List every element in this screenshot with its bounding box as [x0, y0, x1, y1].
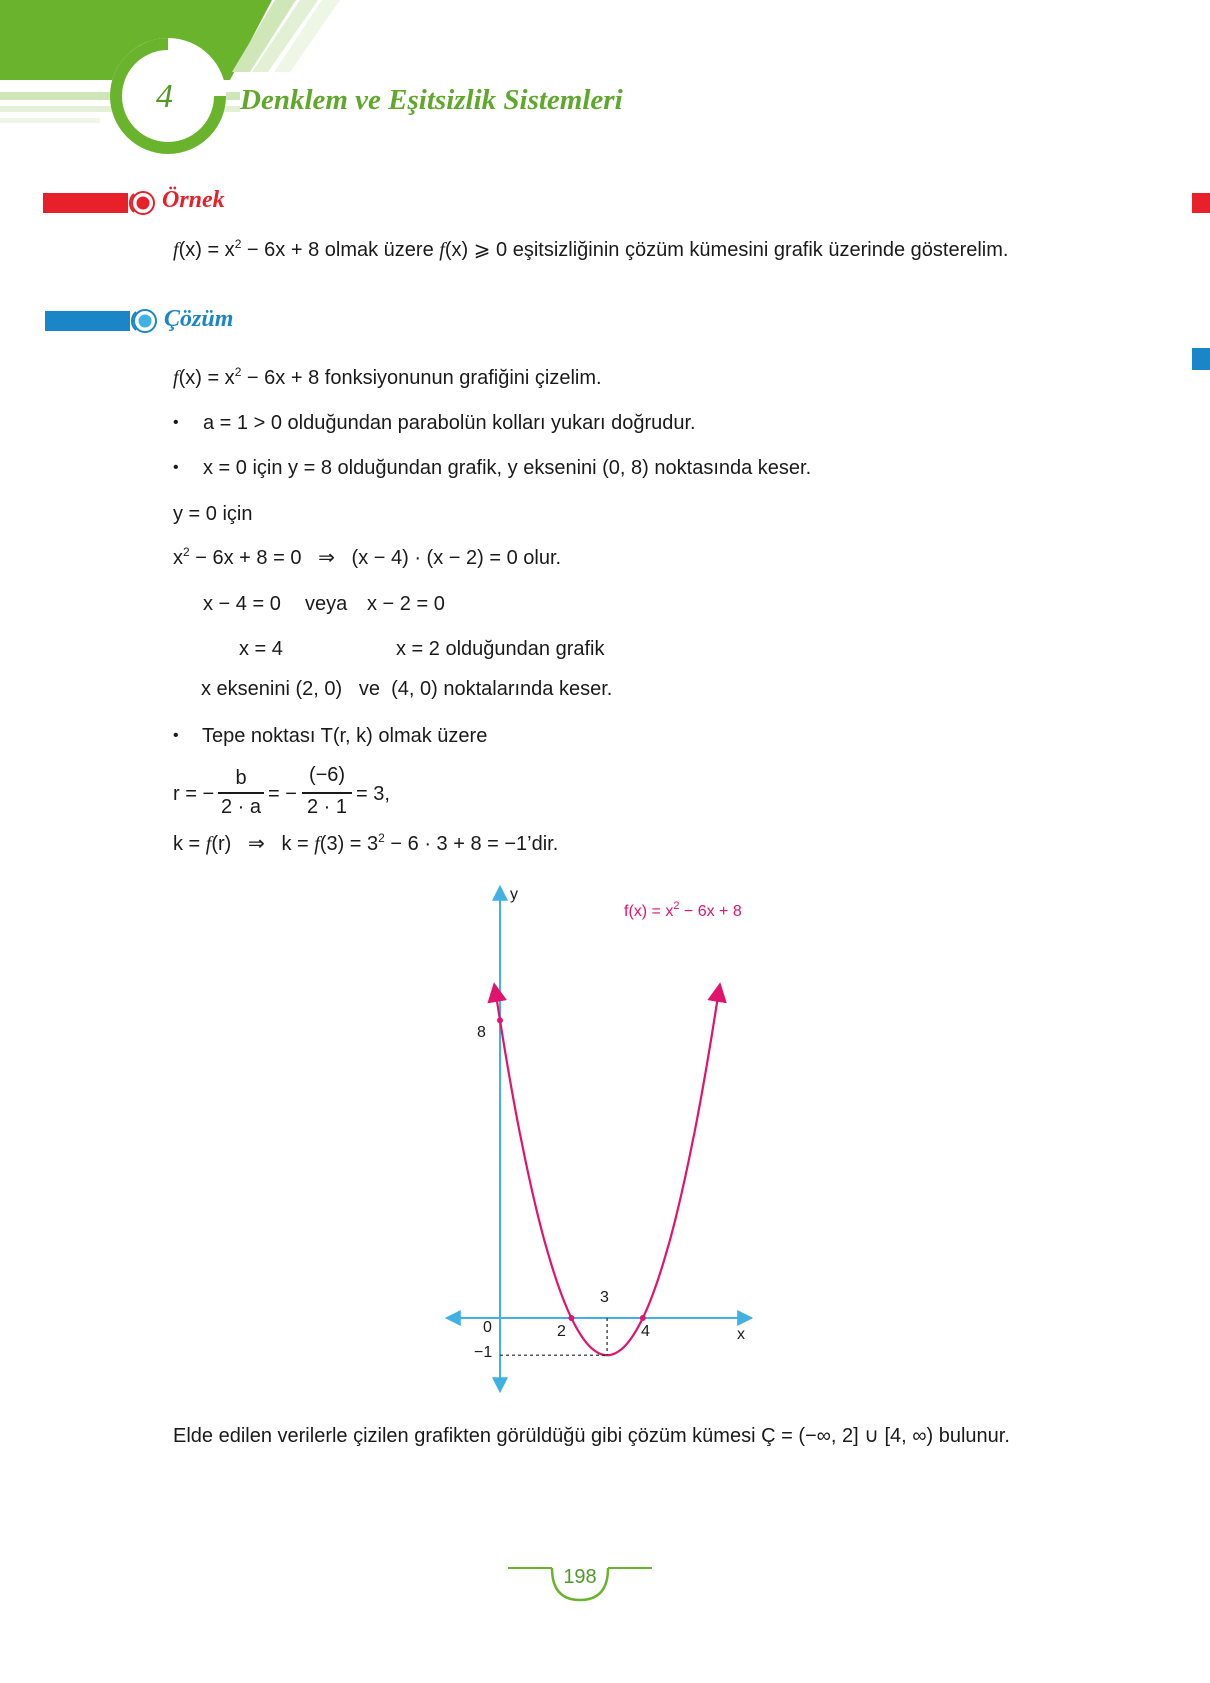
- y-axis-label: y: [510, 886, 518, 903]
- x-intercepts-line: x eksenini (2, 0) ve (4, 0) noktalarında keser.: [201, 678, 613, 700]
- example-title: Örnek: [162, 187, 225, 213]
- x-tick-label: 0: [483, 1319, 492, 1336]
- chapter-number: 4: [156, 78, 173, 115]
- vertex-r-lhs: r = −: [173, 783, 215, 805]
- vertex-r-eq: = −: [268, 783, 297, 805]
- y-tick-label: 8: [477, 1024, 486, 1041]
- solution-y0-line: y = 0 için: [173, 503, 253, 525]
- intercept-point: [497, 1017, 503, 1023]
- frac-6-denominator: 2 · 1: [306, 796, 348, 818]
- page-number: 198: [563, 1566, 597, 1588]
- roots-equation-2: x − 2 = 0: [367, 593, 445, 615]
- example-statement: $f(x) = x^2 - 6x + 8$ olmak üzere f(x) ⩾ 0 eşitsizliğinin çözüm kümesini grafik üzerinde gösterelim.: [173, 237, 1009, 261]
- frac-6-numerator: (−6): [308, 764, 346, 786]
- vertex-r-result: = 3,: [356, 783, 390, 805]
- bullet-dot: •: [173, 727, 179, 744]
- bullet-dot: •: [173, 414, 179, 431]
- solution-bullet-2: x = 0 için y = 8 olduğundan grafik, y eksenini (0, 8) noktasında keser.: [203, 457, 812, 479]
- solution-bullet-3: Tepe noktası T(r, k) olmak üzere: [202, 725, 488, 747]
- frac-b-denominator: 2 · a: [220, 796, 262, 818]
- frac-b-numerator: b: [235, 767, 247, 789]
- solution-line-1: $f(x) = x^2 - 6x + 8$ fonksiyonunun grafiğini çizelim.: [173, 365, 602, 389]
- y-tick-label: −1: [474, 1344, 493, 1361]
- root-x4: x = 4: [239, 638, 283, 660]
- intercept-point: [568, 1315, 574, 1321]
- roots-equation-1: x − 4 = 0: [203, 593, 281, 615]
- example-statement-text: eşitsizliğinin çözüm kümesini grafik üzerinde gösterelim.: [512, 239, 1009, 261]
- function-legend-label: $f(x) = x^2 - 6x + 8$: [624, 900, 742, 920]
- roots-veya: veya: [305, 593, 348, 615]
- x-tick-label: 2: [557, 1323, 566, 1340]
- chapter-title: Denklem ve Eşitsizlik Sistemleri: [240, 84, 623, 116]
- solution-bullet-1: a = 1 > 0 olduğundan parabolün kolları yukarı doğrudur.: [203, 412, 696, 434]
- solution-factor-line: $x^2 - 6x + 8 = 0$ ⇒ (x − 4) · (x − 2) = 0 olur.: [173, 545, 562, 569]
- intercept-point: [640, 1315, 646, 1321]
- solution-title: Çözüm: [164, 306, 234, 332]
- x-axis-label: x: [737, 1326, 745, 1343]
- vertex-k-line: k = f(r) ⇒ $k = f(3) = 3^2 - 6 \cdot 3 + 8$ = −1’dir.: [173, 831, 559, 855]
- bullet-dot: •: [173, 459, 179, 476]
- x-tick-label: 3: [600, 1289, 609, 1306]
- conclusion: Elde edilen verilerle çizilen grafikten görüldüğü gibi çözüm kümesi Ç = (−∞, 2] ∪ [4, ∞) bulunur.: [173, 1425, 1010, 1447]
- root-x2: x = 2 olduğundan grafik: [396, 638, 605, 660]
- x-tick-label: 4: [641, 1323, 650, 1340]
